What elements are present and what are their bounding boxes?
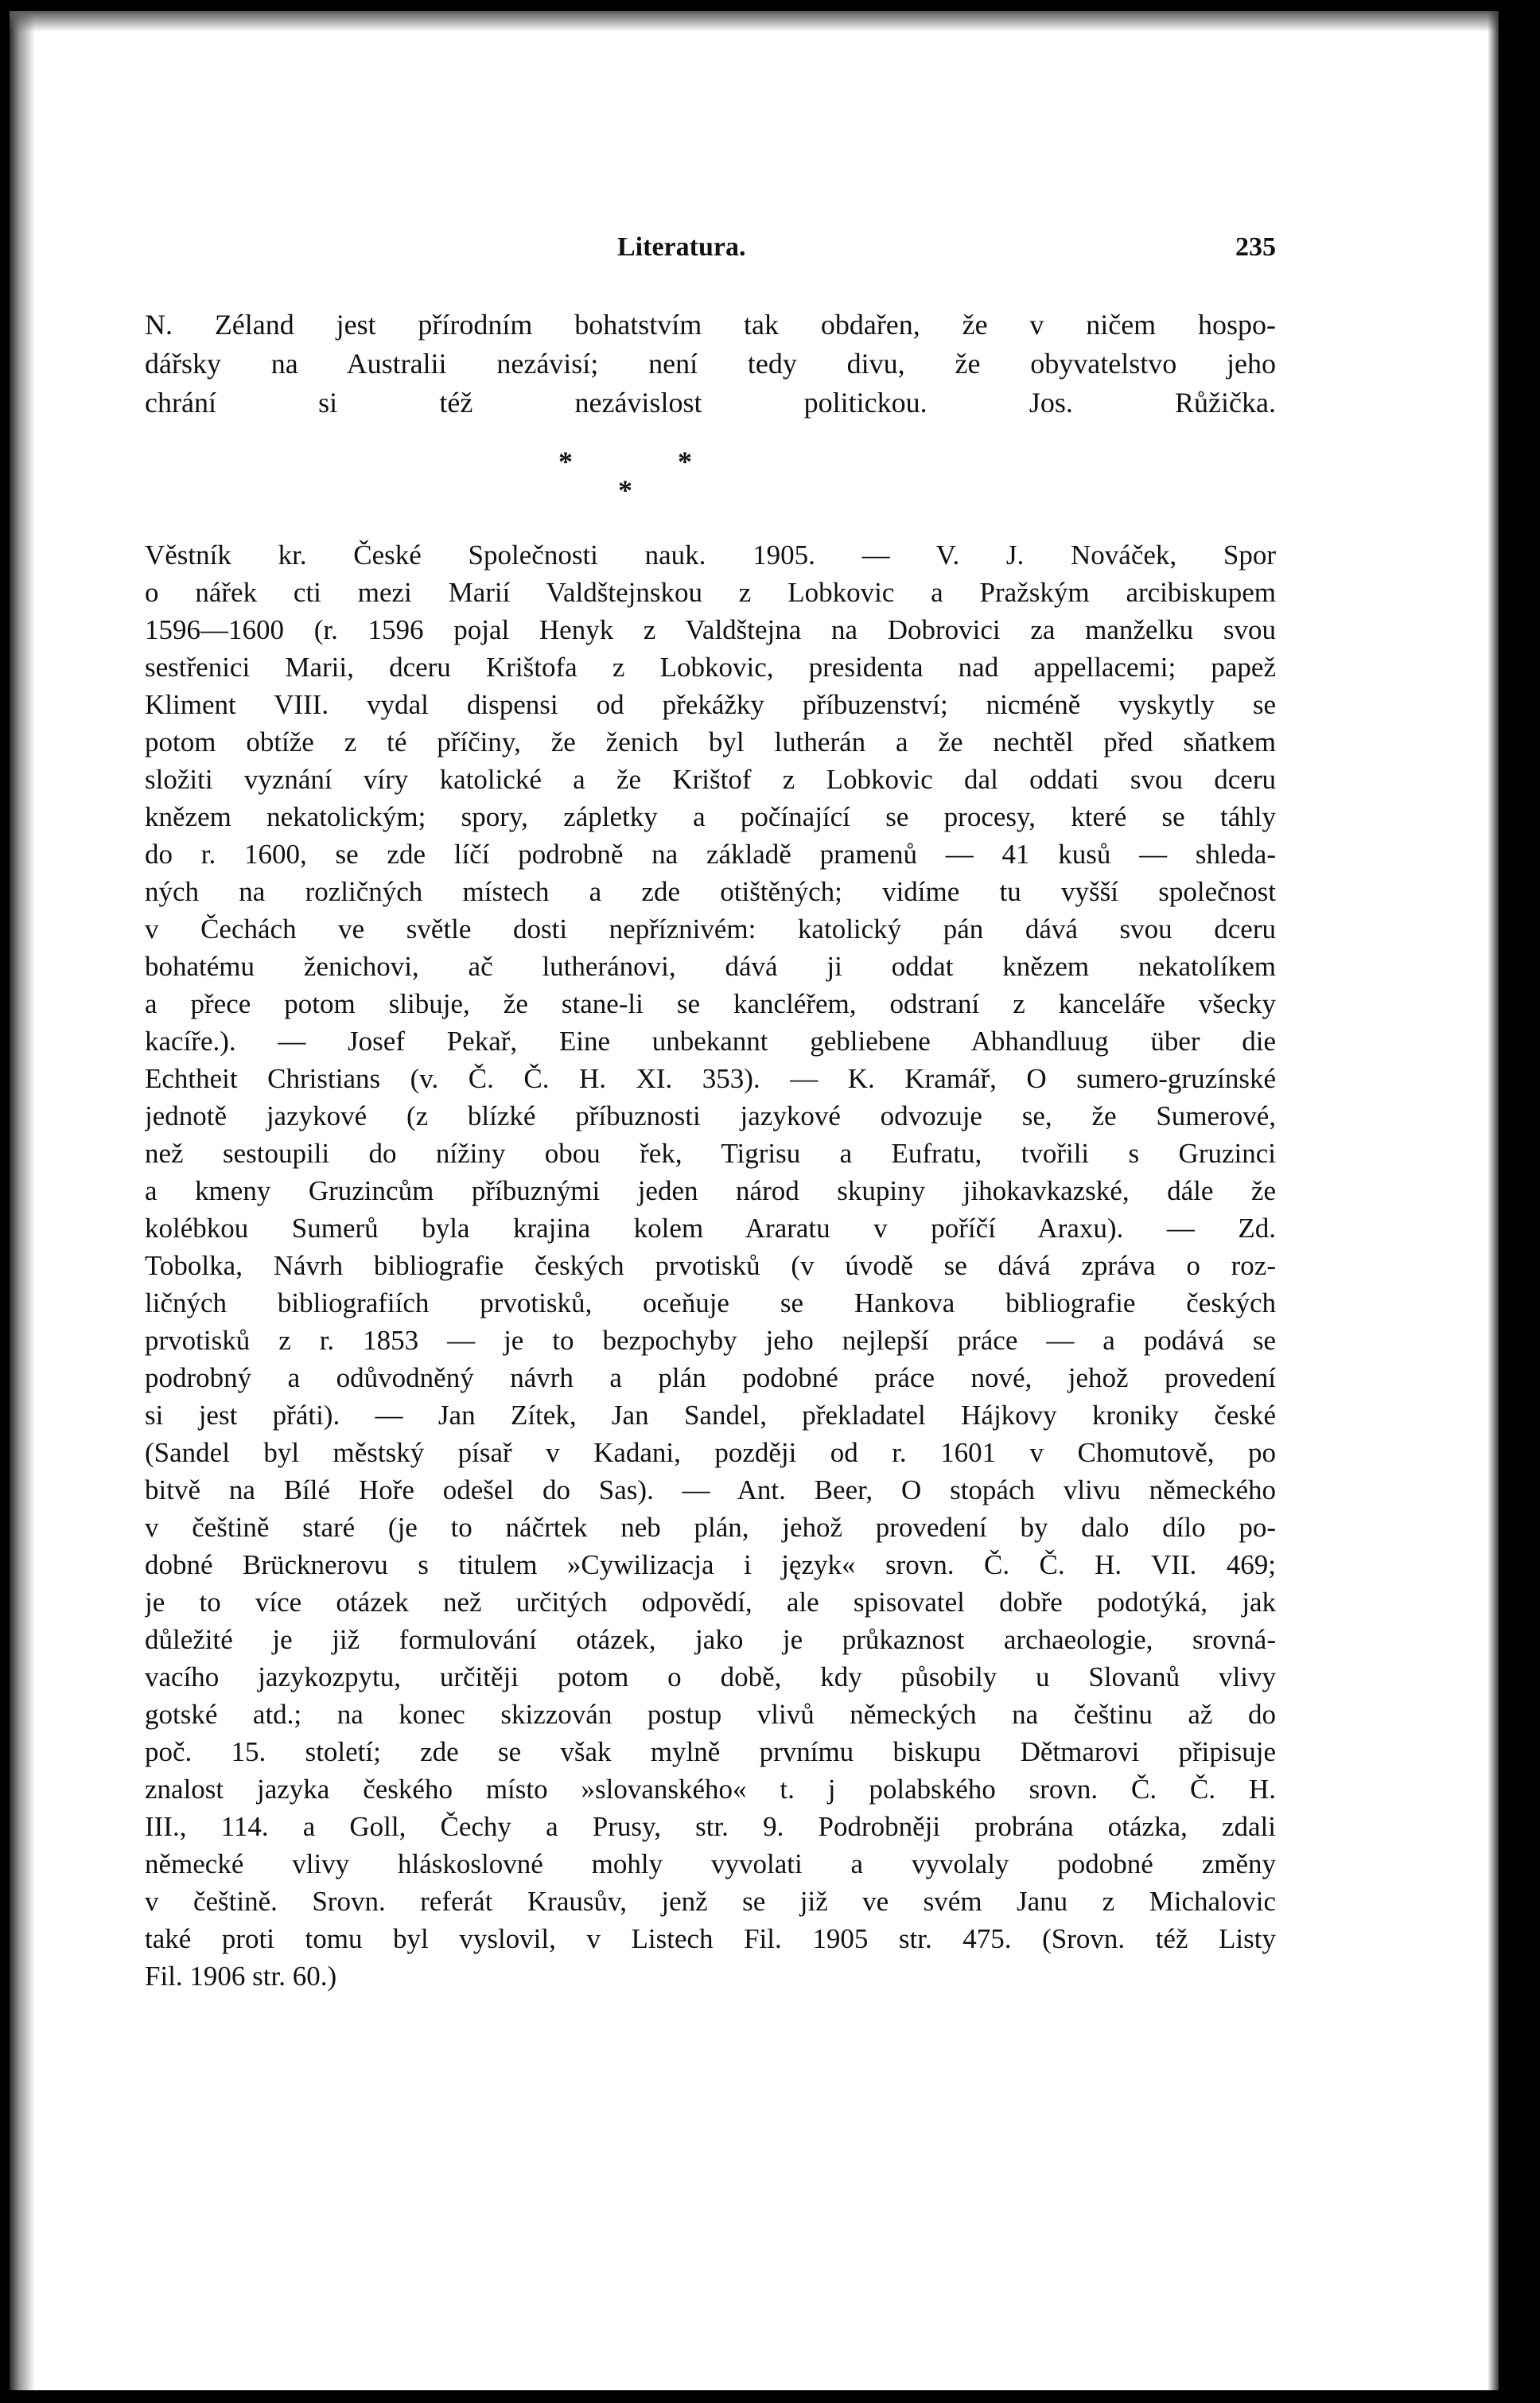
text-line: německé vlivy hláskoslovné mohly vyvolati a vyvolaly podobné změny bbox=[145, 1848, 1276, 1879]
text-line: (Sandel byl městský písař v Kadani, později od r. 1601 v Chomutově, po bbox=[145, 1437, 1276, 1468]
separator-star-center: * bbox=[618, 474, 632, 506]
text-line: Tobolka, Návrh bibliografie českých prvotisků (v úvodě se dává zpráva o roz- bbox=[145, 1250, 1276, 1281]
text-line: knězem nekatolickým; spory, zápletky a počínající se procesy, které se táhly bbox=[145, 801, 1276, 832]
text-line: znalost jazyka českého místo »slovanského« t. j polabského srovn. Č. Č. H. bbox=[145, 1774, 1276, 1805]
text-line: Fil. 1906 str. 60.) bbox=[145, 1961, 337, 1992]
text-line: bohatému ženichovi, ač lutheránovi, dává ji oddat knězem nekatolíkem bbox=[145, 951, 1276, 982]
text-line: je to více otázek než určitých odpovědí, ale spisovatel dobře podotýká, jak bbox=[145, 1587, 1276, 1618]
text-line: bitvě na Bílé Hoře odešel do Sas). — Ant. Beer, O stopách vlivu německého bbox=[145, 1474, 1276, 1505]
text-line: Echtheit Christians (v. Č. Č. H. XI. 353). — K. Kramář, O sumero-gruzínské bbox=[145, 1063, 1276, 1094]
text-line: chrání si též nezávislost politickou. Jos. Růžička. bbox=[145, 387, 1276, 419]
book-page bbox=[10, 11, 1499, 2390]
page-edge-shadow-left bbox=[10, 11, 35, 2390]
text-line: do r. 1600, se zde líčí podrobně na základě pramenů — 41 kusů — shleda- bbox=[145, 839, 1276, 870]
page-edge-shadow-top bbox=[10, 11, 1499, 32]
text-line: v češtině staré (je to náčrtek neb plán, jehož provedení by dalo dílo po- bbox=[145, 1512, 1276, 1543]
text-line: než sestoupili do nížiny obou řek, Tigrisu a Eufratu, tvořili s Gruzinci bbox=[145, 1138, 1276, 1169]
separator-star-left: * bbox=[558, 446, 573, 477]
text-line: Kliment VIII. vydal dispensi od překážky příbuzenství; nicméně vyskytly se bbox=[145, 689, 1276, 720]
separator-star-right: * bbox=[678, 446, 692, 477]
text-line: složiti vyznání víry katolické a že Krištof z Lobkovic dal oddati svou dceru bbox=[145, 764, 1276, 795]
text-line: sestřenici Marii, dceru Krištofa z Lobkovic, presidenta nad appellacemi; papež bbox=[145, 652, 1276, 683]
text-line: prvotisků z r. 1853 — je to bezpochyby jeho nejlepší práce — a podává se bbox=[145, 1325, 1276, 1356]
text-line: podrobný a odůvodněný návrh a plán podobné práce nové, jehož provedení bbox=[145, 1362, 1276, 1393]
text-line: ličných bibliografiích prvotisků, oceňuje se Hankova bibliografie českých bbox=[145, 1287, 1276, 1318]
text-line: dobné Brücknerovu s titulem »Cywilizacja i język« srovn. Č. Č. H. VII. 469; bbox=[145, 1549, 1276, 1580]
page-number: 235 bbox=[1235, 232, 1276, 262]
text-line: dářsky na Australii nezávisí; není tedy divu, že obyvatelstvo jeho bbox=[145, 348, 1276, 380]
text-line: kacíře.). — Josef Pekař, Eine unbekannt gebliebene Abhandluug über die bbox=[145, 1026, 1276, 1057]
text-line: také proti tomu byl vyslovil, v Listech Fil. 1905 str. 475. (Srovn. též Listy bbox=[145, 1923, 1276, 1954]
text-line: potom obtíže z té příčiny, že ženich byl lutherán a že nechtěl před sňatkem bbox=[145, 726, 1276, 758]
text-line: ných na rozličných místech a zde otištěných; vidíme tu vyšší společnost bbox=[145, 876, 1276, 907]
text-line: kolébkou Sumerů byla krajina kolem Araratu v poříčí Araxu). — Zd. bbox=[145, 1213, 1276, 1244]
page-edge-shadow-right bbox=[1488, 11, 1499, 2390]
text-line: důležité je již formulování otázek, jako je průkaznost archaeologie, srovná- bbox=[145, 1624, 1276, 1655]
header-title: Literatura. bbox=[617, 232, 746, 262]
section-separator bbox=[558, 445, 797, 508]
text-line: v Čechách ve světle dosti nepříznivém: katolický pán dává svou dceru bbox=[145, 913, 1276, 944]
text-line: gotské atd.; na konec skizzován postup vlivů německých na češtinu až do bbox=[145, 1699, 1276, 1730]
text-line: v češtině. Srovn. referát Krausův, jenž se již ve svém Janu z Michalovic bbox=[145, 1886, 1276, 1917]
paragraph-zealand bbox=[145, 306, 1276, 423]
text-line: a kmeny Gruzincům příbuznými jeden národ skupiny jihokavkazské, dále že bbox=[145, 1175, 1276, 1206]
text-line: si jest přáti). — Jan Zítek, Jan Sandel, překladatel Hájkovy kroniky české bbox=[145, 1400, 1276, 1431]
text-line: 1596—1600 (r. 1596 pojal Henyk z Valdštejna na Dobrovici za manželku svou bbox=[145, 614, 1276, 645]
text-line: poč. 15. století; zde se však mylně prvnímu biskupu Dětmarovi připisuje bbox=[145, 1736, 1276, 1767]
paragraph-vestnik bbox=[145, 536, 1276, 1995]
text-line: N. Zéland jest přírodním bohatstvím tak obdařen, že v ničem hospo- bbox=[145, 309, 1276, 341]
text-line: a přece potom slibuje, že stane-li se kancléřem, odstraní z kanceláře všecky bbox=[145, 988, 1276, 1019]
text-line: vacího jazykozpytu, určitěji potom o době, kdy působily u Slovanů vlivy bbox=[145, 1661, 1276, 1692]
text-line: III., 114. a Goll, Čechy a Prusy, str. 9. Podrobněji probrána otázka, zdali bbox=[145, 1811, 1276, 1842]
text-line: o nářek cti mezi Marií Valdštejnskou z Lobkovic a Pražským arcibiskupem bbox=[145, 577, 1276, 608]
text-line: jednotě jazykové (z blízké příbuznosti jazykové odvozuje se, že Sumerové, bbox=[145, 1100, 1276, 1131]
text-line: Věstník kr. České Společnosti nauk. 1905. — V. J. Nováček, Spor bbox=[145, 539, 1276, 571]
